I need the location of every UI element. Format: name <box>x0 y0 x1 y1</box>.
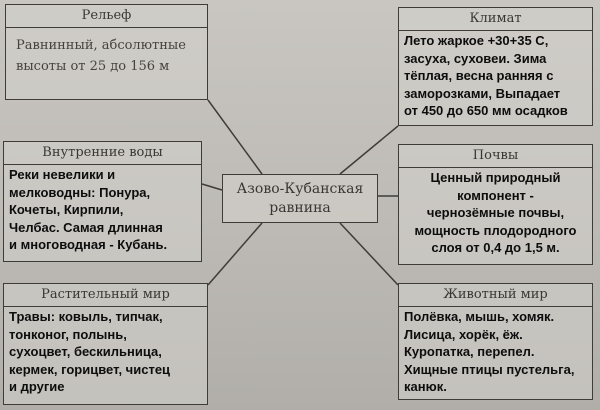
climate-line: от 450 до 650 мм осадков <box>404 103 568 119</box>
fauna-line: канюк. <box>404 379 447 395</box>
inland-waters-line: и многоводная - Кубань. <box>9 237 168 253</box>
inland-waters-line: мелководны: Понура, <box>9 184 151 200</box>
climate-box <box>398 7 593 126</box>
flora-text <box>4 306 207 404</box>
soils-line: чернозёмные почвы, <box>426 205 565 221</box>
central-title-line: Азово-Кубанская <box>236 180 364 197</box>
soils-line: мощность плодородного <box>414 222 577 238</box>
soils-line: компонент - <box>457 187 534 203</box>
climate-line: Лето жаркое +30+35 С, <box>404 33 549 48</box>
flora-line: сухоцвет, бескильница, <box>9 344 162 360</box>
inland-waters-line: Кочеты, Кирпили, <box>9 202 124 218</box>
relief-title: Рельеф <box>6 5 207 28</box>
flora-box <box>3 283 208 405</box>
inland-waters-box <box>3 141 202 262</box>
climate-text <box>399 30 592 125</box>
connector-inland-waters <box>202 184 222 190</box>
central-title-line: равнина <box>269 199 331 216</box>
connector-flora <box>208 223 262 285</box>
climate-line: засуха, суховеи. Зима <box>404 50 547 66</box>
connector-climate <box>340 126 398 174</box>
connector-relief <box>208 100 262 174</box>
soils-title: Почвы <box>399 145 592 168</box>
fauna-line: Куропатка, перепел. <box>404 344 535 360</box>
climate-title: Климат <box>399 8 592 31</box>
fauna-line: Лисица, хорёк, ёж. <box>404 326 523 342</box>
fauna-line: Полёвка, мышь, хомяк. <box>404 309 555 324</box>
flora-title: Растительный мир <box>4 284 207 307</box>
climate-line: заморозками, Выпадает <box>404 85 561 101</box>
relief-line: высоты от 25 до 156 м <box>16 59 170 74</box>
inland-waters-line: Челбас. Самая длинная <box>9 219 163 235</box>
soils-box <box>398 144 593 265</box>
fauna-box <box>398 283 593 400</box>
connector-fauna <box>340 223 398 285</box>
flora-line: и другие <box>9 379 65 395</box>
soils-line: Ценный природный <box>430 170 561 185</box>
fauna-line: Хищные птицы пустельга, <box>404 361 575 377</box>
flora-line: тонконог, полынь, <box>9 326 127 342</box>
relief-text <box>6 27 207 99</box>
fauna-title: Животный мир <box>399 284 592 307</box>
relief-box <box>5 4 208 100</box>
inland-waters-line: Реки невелики и <box>9 167 116 182</box>
central-node <box>222 174 378 223</box>
soils-text <box>399 167 592 264</box>
relief-line: Равнинный, абсолютные <box>16 38 186 53</box>
inland-waters-text <box>4 164 201 261</box>
soils-line: слоя от 0,4 до 1,5 м. <box>431 240 560 256</box>
fauna-text <box>399 306 592 399</box>
flora-line: кермек, горицвет, чистец <box>9 361 171 377</box>
inland-waters-title: Внутренние воды <box>4 142 201 165</box>
climate-line: тёплая, весна ранняя с <box>404 68 554 84</box>
flora-line: Травы: ковыль, типчак, <box>9 309 163 324</box>
